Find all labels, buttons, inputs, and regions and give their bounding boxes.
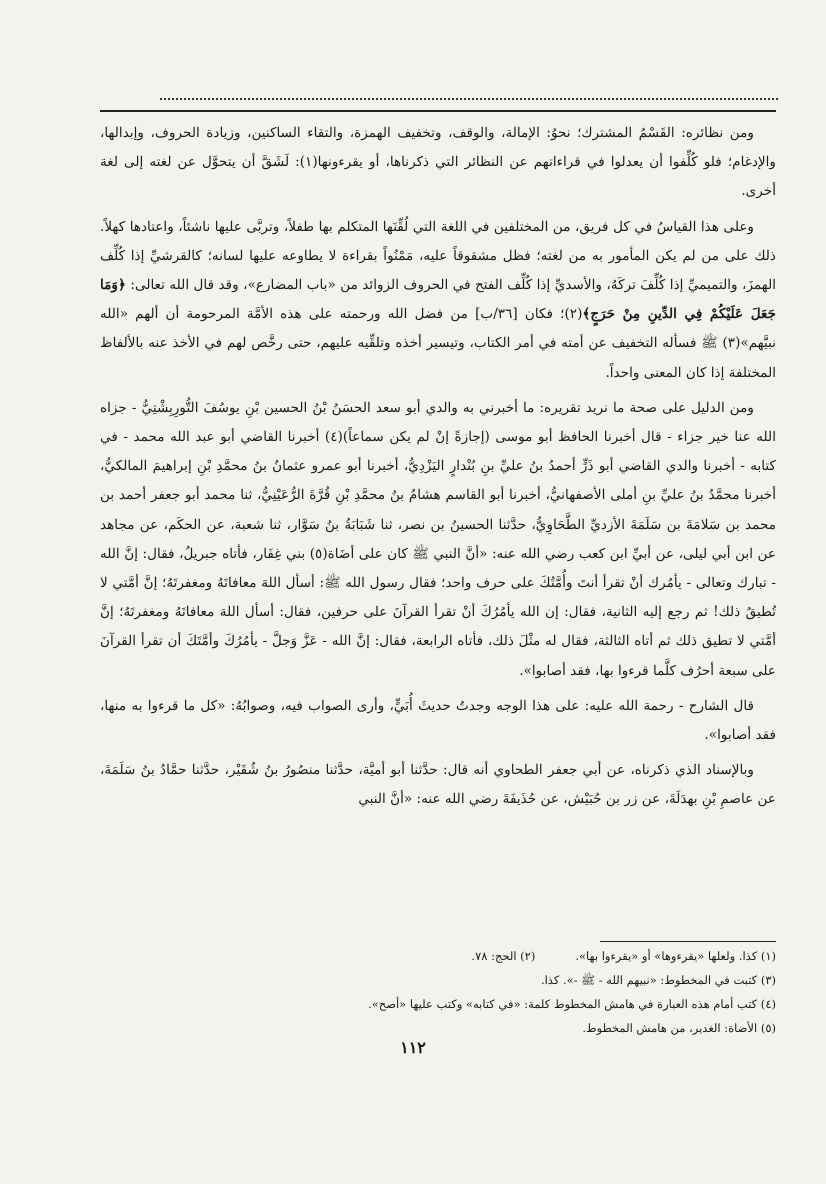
paragraph-text: وعلى هذا القياسُ في كل فريق، من المختلفين في اللغة التي لُقِّنَها المتكلم بها طفلاً، وتربَّى عليها ناشئاً، واعتادها كهلاً. ذلك على من لم يكن المأمور به من لغته؛ فظل مشقوقاً عليه، مَمْنُواً بقراءة لا يطاوعه عليها لسانه؛ كالقرشيِّ إذا كُلِّف الهمزَ، والتميميِّ إذا كُلِّفَ تركَهُ، والأسديِّ إذا كُلِّف الفتح في الحروف الزوائد من «باب المضارع»، وقد قال الله تعالى: (100, 218, 776, 294)
paragraph: وبالإسناد الذي ذكرناه، عن أبي جعفر الطحاوي أنه قال: حدَّثنا أبو أميَّة، حدَّثنا منصُورُ بنُ شُقَيْر، حدَّثنا حمَّادُ بنُ سَلَمَةَ، عن عاصمِ بْنِ بهدَلَةَ، عن زر بن حُبَيْش، عن حُذَيفَةَ رضي الله عنه: «أنَّ النبي (100, 762, 776, 808)
footnote-5: (٥) الأضاة: الغدير، من هامش المخطوط. (582, 1021, 776, 1035)
paragraph: قال الشارح - رحمة الله عليه: على هذا الوجه وجدتُ حديثَ أُبَيٍّ، وأرى الصواب فيه، وصوابُهُ: «كل ما قرءوا به منها، فقد أصابوا». (100, 697, 776, 744)
header-dotted-rule (160, 90, 778, 100)
header-solid-rule (100, 110, 776, 112)
page-number: ١١٢ (400, 1038, 426, 1057)
paragraph-text: (٢)؛ فكان [٣٦/ب] من فضل الله ورحمته على هذه الأمَّة المرحومة أن ألهم «الله نبيَّهم»(٣) ﷺ فسأله التخفيف عن أمته في أمر الكتاب، وتيسير أخذه وتلقِّيه عليهم، حتى رخَّص لهم في الأخذ عنه بالألفاظ المختلفة إذا كان المعنى واحداً. (100, 306, 776, 381)
footnote-4: (٤) كتب أمام هذه العبارة في هامش المخطوط كلمة: «في كتابه» وكتب عليها «أصح». (368, 997, 776, 1011)
footnote-row (300, 944, 776, 968)
quran-verse: ﴿وَمَا جَعَلَ عَلَيْكُمْ فِي الدِّينِ مِنْ حَرَجٍ﴾ (100, 277, 776, 323)
main-text (100, 119, 776, 821)
footnote-2: (٢) الحج: ٧٨. (471, 949, 536, 963)
footnote-rule (600, 941, 776, 942)
paragraph: ومن الدليل على صحة ما نريد تقريره: ما أخبرني به والدي أبو سعد الحسَنُ بْنُ الحسين بْنِ يوسُفَ التُّورِبِشْتِيُّ - جزاه الله عنا خير جزاء - قال أخبرنا الحافظ أبو موسى (إجازةً إنْ لم يكن سماعاً)(٤) أخبرنا القاضي أبو عبد الله محمد - في كتابه - أخبرنا والدي القاضي أبو ذَرٍّ أحمدُ بنُ عليِّ بنِ بُنْدارٍ اليَزْدِيُّ، أخبرنا أبو عمرو عثمانُ بنُ محمَّدِ بْنِ إبراهيمَ المالكيُّ، أخبرنا محمَّدُ بنُ عليِّ بنِ أملى الأصفهانيُّ، أخبرنا أبو القاسم هشامُ بنُ محمَّدِ بْنِ قُرَّةَ الرُّعَيْنِيُّ، ثنا محمد أبو جعفر أحمد بن محمد بن سَلامَةَ بن سَلَمَةَ الأزديِّ الطَّحَاوِيُّ، حدَّثنا الحسينُ بن نصر، ثنا شَبَابَةُ بنُ سَوَّار، ثنا شعبة، عن الحكَم، عن مجاهد عن ابن أبي ليلى، عن أبيِّ ابن كعب رضي الله عنه: «أنَّ النبي ﷺ كان على أضَاة(٥) بني غِفَار، فأتاه جبريلُ، فقال: إنَّ الله - تبارك وتعالى - يأمُرك أنْ تقرأ أنتَ وأُمَّتُكَ على حرف واحد؛ فقال رسول الله ﷺ: أسأل اللهَ معافاتَهُ ومغفرتَهُ؛ إنَّ أمَّتي لا تُطيقُ ذلك! ثم رجع إليه الثانية، فقال: إن الله يأمُرُكَ أنْ تقرأ القرآنَ على حرفين، فقال: أسأل اللهَ معافاتَهُ ومغفرتَهُ؛ إنَّ أمَّتي لا تطيق ذلك ثم أتاه الثالثة، فقال له مثْلَ ذلك، فأتاه الرابعة، فقال: إنَّ الله - عَزَّ وَجلَّ - يأمُرُكَ وأمَّتَكَ أن تقرأ القرآنَ على سبعة أحرُف كلَّما قرءوا بها، فقد أصابوا». (100, 399, 776, 679)
footnote-3: (٣) كتبت في المخطوط: «نبيهم الله - ﷺ -». كذا. (540, 973, 776, 987)
paragraph (100, 213, 776, 388)
paragraph: ومن نظائره: القَسْمُ المشترك؛ نحوُ: الإمالة، والوقف، وتخفيف الهمزة، والتقاء الساكنين، وزيادة الحروف، وإبدالها، والإدغام؛ فلو كُلِّفوا أن يعدلوا في قراءاتهم عن النظائر التي ذكرناها، أو يقرءونها(١): لَشَقَّ أن يتحوَّل عن لغته إلى لغة أخرى. (100, 125, 776, 200)
footnotes (300, 944, 776, 1040)
footnote-1: (١) كذا. ولعلها «يقرءوها» أو «يقرءوا بها». (575, 949, 776, 963)
